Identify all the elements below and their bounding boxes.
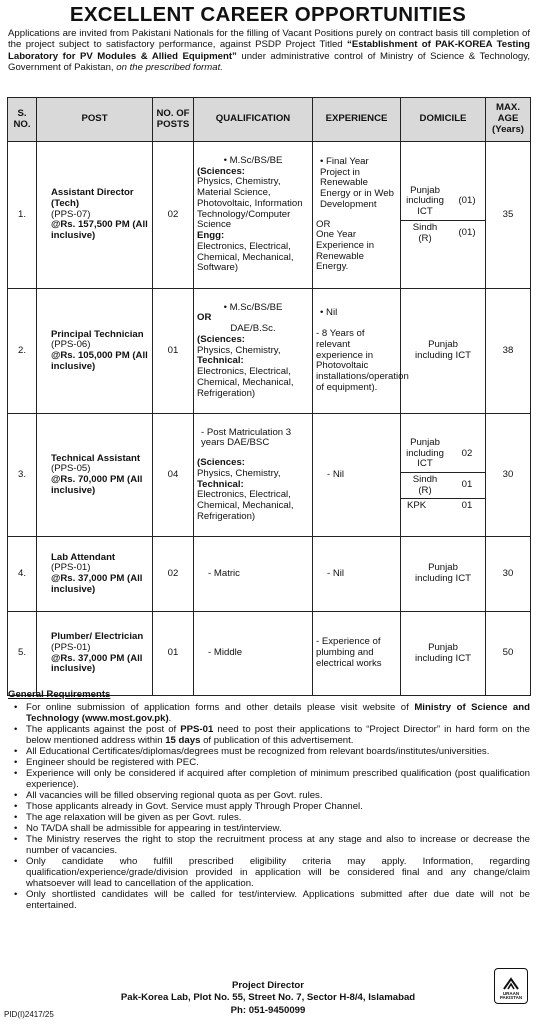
general-requirements-heading: General Requirements [8,689,111,700]
post-name: Plumber/ Electrician [51,631,144,643]
row-post [37,142,153,289]
list-item: • Experience will only be considered if acquired after completion of minimum prescribed qualification (post qualification experience). [8,768,530,790]
domicile-entry [401,184,485,221]
page-title: EXCELLENT CAREER OPPORTUNITIES [69,3,467,26]
logo-text-line-1: URAAN [502,990,520,996]
domicile-count: 01 [461,500,473,512]
footer-phone: Ph: 051-9450099 [230,1004,306,1016]
header-domicile: DOMICILE [401,98,486,142]
qual-degree-text: M.Sc/BS/BE [229,154,283,166]
intro-text-2: under administrative control of Ministry of Science & Technology, Government of Pakistan, [8,50,531,73]
req-text: For online submission of application forms and other details please visit website of [26,701,415,713]
qual-sciences-label: (Sciences: [197,165,245,177]
row-post [37,537,153,612]
footer-address [0,980,536,1017]
domicile-name: KPK [407,500,427,512]
header-experience: EXPERIENCE [313,98,401,142]
post-pay: @Rs. 70,000 PM (All inclusive) [51,474,143,496]
uraan-pakistan-logo [494,968,528,1004]
row-domicile [401,142,486,289]
table-row [8,612,531,696]
exp-or: OR [316,218,331,230]
domicile-name: Punjab including ICT [406,436,444,470]
row-max-age: 35 [486,142,531,289]
uraan-logo-icon [502,977,520,991]
row-sno: 5. [8,612,37,696]
req-text: The applicants against the post of [26,723,181,735]
row-experience: - Nil [313,537,401,612]
list-item: • All vacancies will be filled observing regional quota as per Govt. rules. [8,790,530,801]
general-requirements [8,690,530,911]
req-text: need to post their applications to “Project Director” in hard form on the below mentioned address within [26,723,530,746]
domicile-name: Punjab including ICT [415,339,471,361]
exp-option-1: • Final Year Project in Renewable Energy or in Web Development [320,155,394,210]
post-name: Assistant Director (Tech) [51,187,134,209]
domicile-entry [401,499,485,514]
post-grade: (PPS-06) [51,339,91,351]
domicile-count: (01) [458,195,476,207]
row-post [37,612,153,696]
domicile-name: Punjab including ICT [406,184,444,218]
qual-engg-label: Engg: [197,230,225,242]
row-no-of-posts: 04 [153,414,194,537]
list-item [8,702,530,724]
post-grade: (PPS-07) [51,208,91,220]
row-qualification: - Matric [194,537,313,612]
list-item: • Only candidate who fulfill prescribed eligibility criteria may apply. Information, regarding qualification/experience/grade/division provided in application will be considered final and any change/claim whatsoever will lead to cancellation of the application. [8,856,530,889]
qual-sciences: Physics, Chemistry, Material Science, Photovoltaic, Information Technology/Computer Science [197,176,303,231]
posts-table [7,97,531,696]
row-sno: 1. [8,142,37,289]
requirements-list [8,702,530,912]
row-max-age: 30 [486,414,531,537]
qual-technical-label: Technical: [197,355,244,367]
row-post [37,289,153,414]
list-item: • No TA/DA shall be admissible for appearing in test/interview. [8,823,530,834]
domicile-name: Punjab including ICT [415,641,471,664]
post-grade: (PPS-01) [51,641,91,653]
row-experience [313,142,401,289]
qual-technical: Electronics, Electrical, Chemical, Mechanical, Refrigeration) [197,489,294,522]
row-qualification [194,142,313,289]
table-header-row [8,98,531,142]
qual-technical-label: Technical: [197,478,244,490]
qual-sciences-label: (Sciences: [197,457,245,469]
header-no-of-posts: NO. OF POSTS [153,98,194,142]
row-max-age: 30 [486,537,531,612]
post-name: Lab Attendant [51,551,116,563]
intro-text-1: Applications are invited from Pakistani Nationals for the filling of Vacant Positions purely on contract basis till completion of the project subject to satisfactory performance, against PSDP Project Titled [8,28,530,51]
list-item [8,724,530,746]
domicile-entry [401,221,485,246]
exp-option-2: - 8 Years of relevant experience in Photovoltaic installations/operation of equipment). [316,328,409,393]
domicile-name: Sindh (R) [412,221,438,244]
intro-text-3: on the prescribed format. [116,61,223,73]
row-sno: 3. [8,414,37,537]
post-pay: @Rs. 37,000 PM (All inclusive) [51,573,143,595]
domicile-count: (01) [458,227,476,239]
post-name: Technical Assistant [51,452,141,464]
row-qualification [194,289,313,414]
logo-text-line-2: PAKISTAN [499,995,523,1001]
header-qualification: QUALIFICATION [194,98,313,142]
row-no-of-posts: 02 [153,142,194,289]
qual-technical: Electronics, Electrical, Chemical, Mechanical, Refrigeration) [197,366,294,399]
req-website: Ministry of Science and Technology (www.most.gov.pk) [26,701,530,724]
row-no-of-posts: 01 [153,289,194,414]
table-row [8,142,531,289]
pid-number: PID(I)2417/25 [4,1010,54,1019]
row-max-age: 50 [486,612,531,696]
row-experience: - Nil [313,414,401,537]
list-item: • The Ministry reserves the right to stop the recruitment process at any stage and also to increase or decrease the number of vacancies. [8,834,530,856]
row-experience [313,289,409,414]
header-max-age: MAX. AGE (Years) [486,98,531,142]
row-domicile [401,414,486,537]
qual-engg: Electronics, Electrical, Chemical, Mechanical, Software) [197,240,294,274]
qual-degree-alt: DAE/B.Sc. [230,323,276,335]
row-max-age: 38 [486,289,531,414]
table-row [8,414,531,537]
req-days: 15 days [165,734,201,746]
list-item: • The age relaxation will be given as per Govt. rules. [8,812,530,823]
row-domicile [401,612,486,696]
row-post [37,414,153,537]
post-grade: (PPS-01) [51,562,91,574]
row-no-of-posts: 01 [153,612,194,696]
exp-option-1-text: Nil [326,307,338,319]
qual-degree: • M.Sc/BS/BE [223,301,283,313]
row-experience: - Experience of plumbing and electrical works [313,612,401,696]
domicile-entry [401,473,485,499]
qual-sciences: Physics, Chemistry, [197,467,281,479]
exp-option-1: • Nil [320,307,338,319]
row-domicile [401,289,486,414]
qual-sciences-label: (Sciences: [197,333,245,345]
header-sno: S. NO. [8,98,37,142]
table-row [8,289,531,414]
row-sno: 2. [8,289,37,414]
req-text: . [168,712,172,724]
qual-degree-text: M.Sc/BS/BE [229,301,283,313]
list-item: • Those applicants already in Govt. Service must apply Through Proper Channel. [8,801,530,812]
list-item: • Only shortlisted candidates will be called for test/interview. Applications submitted after due date will not be entertained. [8,889,530,911]
intro-paragraph [0,28,536,96]
req-grade: PPS-01 [180,723,214,735]
list-item: • Engineer should be registered with PEC. [8,757,530,768]
qual-sciences: Physics, Chemistry, [197,344,281,356]
footer-address-line: Pak-Korea Lab, Plot No. 55, Street No. 7, Sector H-8/4, Islamabad [120,992,416,1004]
exp-option-1-text: Final Year Project in Renewable Energy or in Web Development [320,155,394,210]
post-pay: @Rs. 37,000 PM (All inclusive) [51,652,143,675]
post-grade: (PPS-05) [51,463,91,475]
post-name: Principal Technician [51,328,144,340]
domicile-count: 02 [461,447,473,459]
row-no-of-posts: 02 [153,537,194,612]
list-item: • All Educational Certificates/diplomas/degrees must be recognized from relevant boards/institutes/universities. [8,746,530,757]
header-post: POST [37,98,153,142]
post-pay: @Rs. 157,500 PM (All inclusive) [51,219,148,242]
exp-option-2: One Year Experience in Renewable Energy. [316,229,375,273]
row-qualification: - Middle [194,612,313,696]
row-qualification [194,414,313,537]
intro-project-title: “Establishment of PAK-KOREA Testing Laboratory for PV Modules & Allied Equipment” [8,39,530,62]
domicile-entry [401,436,485,473]
row-sno: 4. [8,537,37,612]
qual-degree: • M.Sc/BS/BE [223,154,283,166]
qual-degree: - Post Matriculation 3 years DAE/BSC [201,426,292,449]
domicile-name: Punjab including ICT [415,562,471,584]
table-row [8,537,531,612]
req-text: of publication of this advertisement. [200,734,354,746]
footer-designation: Project Director [232,980,304,991]
domicile-count: 01 [461,479,473,491]
qual-or: OR [197,312,212,324]
post-pay: @Rs. 105,000 PM (All inclusive) [51,350,148,372]
row-domicile [401,537,486,612]
domicile-name: Sindh (R) [412,474,438,496]
